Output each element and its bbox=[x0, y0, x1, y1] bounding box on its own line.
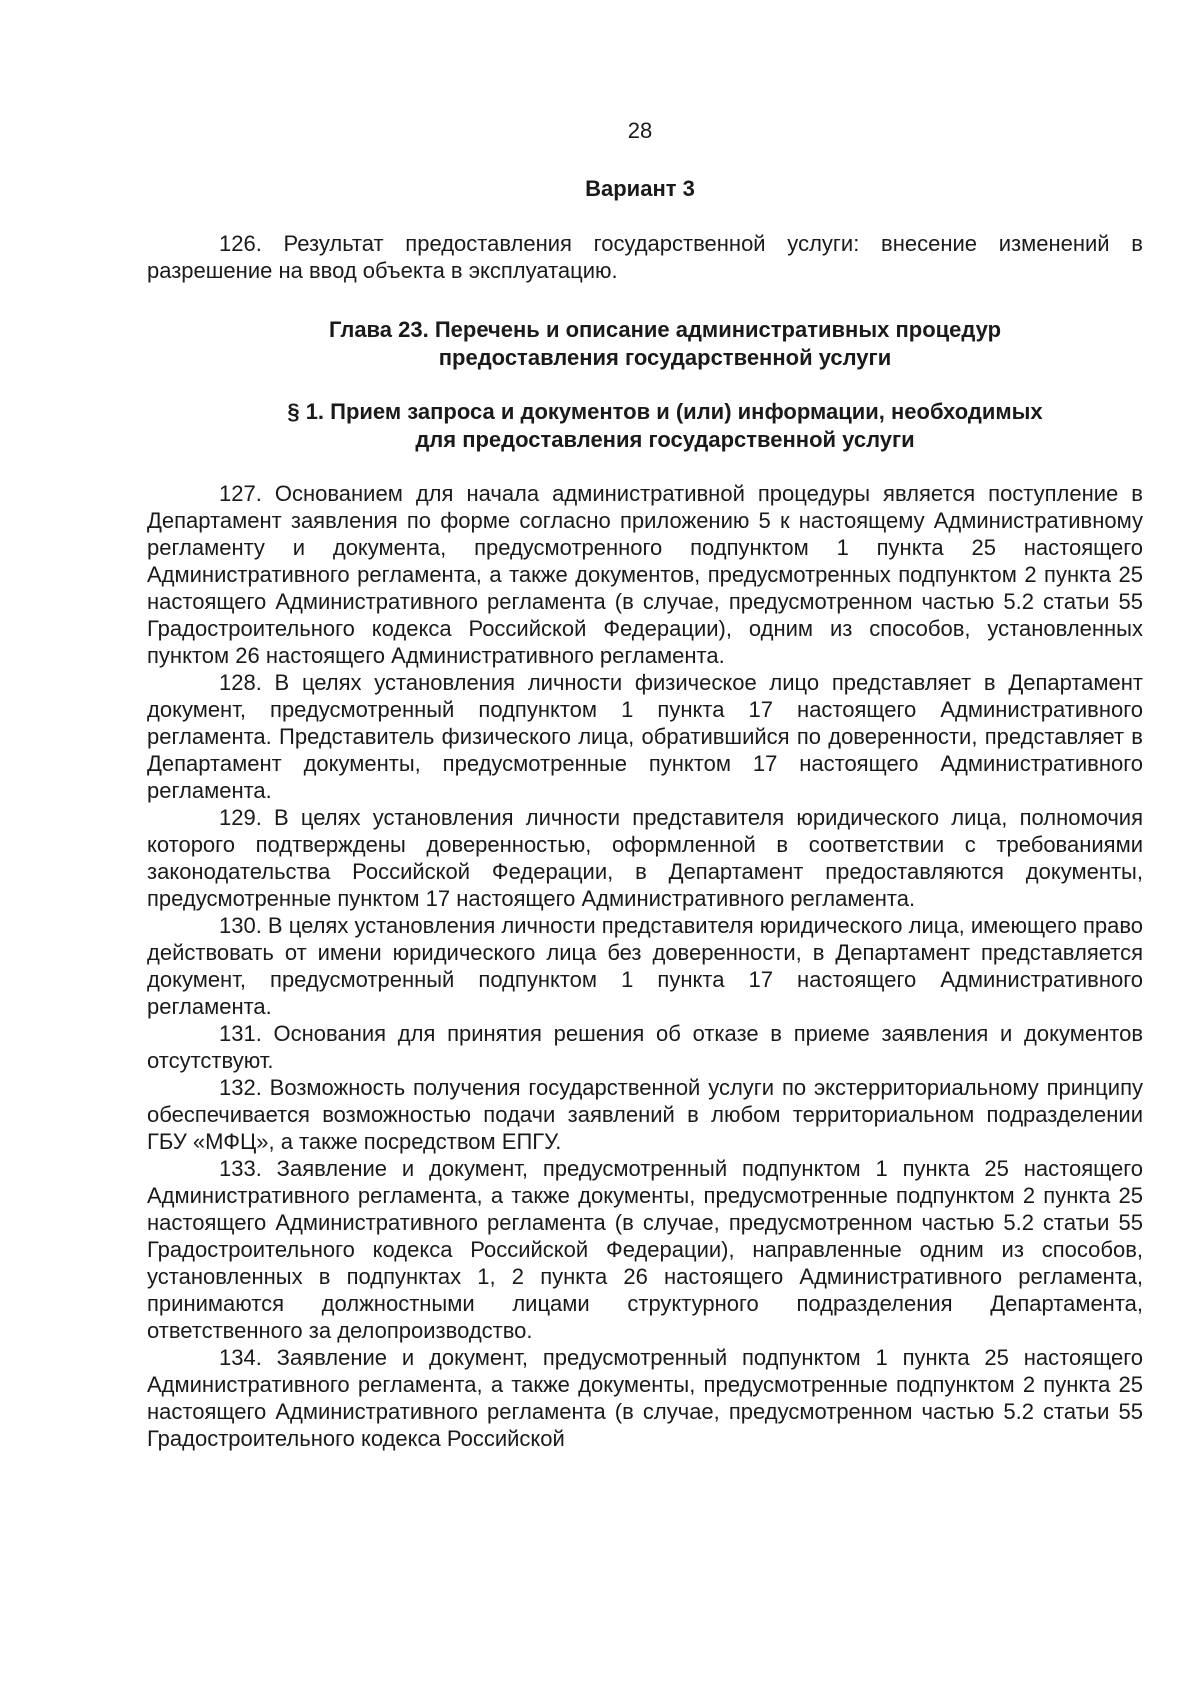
chapter-heading bbox=[147, 316, 1143, 372]
paragraph-130: 130. В целях установления личности представителя юридического лица, имеющего право действовать от имени юридического лица без доверенности, в Департамент представляется документ, предусмотренный подпунктом 1 пункта 17 настоящего Административного регламента. bbox=[147, 913, 1143, 1019]
chapter-heading-line1: Глава 23. Перечень и описание административных процедур bbox=[328, 317, 1002, 342]
paragraph-126: 126. Результат предоставления государственной услуги: внесение изменений в разрешение на ввод объекта в эксплуатацию. bbox=[147, 231, 1143, 283]
variant-title: Вариант 3 bbox=[585, 176, 695, 201]
paragraph-133: 133. Заявление и документ, предусмотренный подпунктом 1 пункта 25 настоящего Административного регламента, а также документы, предусмотренные подпунктом 2 пункта 25 настоящего Административного регламента (в случае, предусмотренном частью 5.2 статьи 55 Градостроительного кодекса Российской Федерации), направленные одним из способов, установленных в подпунктах 1, 2 пункта 26 настоящего Административного регламента, принимаются должностными лицами структурного подразделения Департамента, ответственного за делопроизводство. bbox=[147, 1156, 1143, 1343]
paragraph-131: 131. Основания для принятия решения об отказе в приеме заявления и документов отсутствуют. bbox=[147, 1021, 1143, 1073]
paragraph-127: 127. Основанием для начала административной процедуры является поступление в Департамент заявления по форме согласно приложению 5 к настоящему Административному регламенту и документа, предусмотренного подпунктом 1 пункта 25 настоящего Административного регламента, а также документов, предусмотренных подпунктом 2 пункта 25 настоящего Административного регламента (в случае, предусмотренном частью 5.2 статьи 55 Градостроительного кодекса Российской Федерации), одним из способов, установленных пунктом 26 настоящего Административного регламента. bbox=[147, 481, 1143, 668]
paragraph-129: 129. В целях установления личности представителя юридического лица, полномочия которого подтверждены доверенностью, оформленной в соответствии с требованиями законодательства Российской Федерации, в Департамент предоставляются документы, предусмотренные пунктом 17 настоящего Административного регламента. bbox=[147, 805, 1143, 911]
chapter-heading-line2: предоставления государственной услуги bbox=[438, 345, 892, 370]
document-body bbox=[147, 230, 1143, 1452]
paragraph-132: 132. Возможность получения государственной услуги по экстерриториальному принципу обеспечивается возможностью подачи заявлений в любом территориальном подразделении ГБУ «МФЦ», а также посредством ЕПГУ. bbox=[147, 1075, 1143, 1154]
page-number: 28 bbox=[627, 118, 653, 143]
paragraph-128: 128. В целях установления личности физическое лицо представляет в Департамент документ, предусмотренный подпунктом 1 пункта 17 настоящего Административного регламента. Представитель физического лица, обратившийся по доверенности, представляет в Департамент документы, предусмотренные пунктом 17 настоящего Административного регламента. bbox=[147, 670, 1143, 803]
section-heading-line2: для предоставления государственной услуги bbox=[415, 427, 915, 452]
section-heading bbox=[147, 398, 1143, 454]
section-heading-line1: § 1. Прием запроса и документов и (или) информации, необходимых bbox=[287, 399, 1043, 424]
paragraph-134: 134. Заявление и документ, предусмотренный подпунктом 1 пункта 25 настоящего Административного регламента, а также документы, предусмотренные подпунктом 2 пункта 25 настоящего Административного регламента (в случае, предусмотренном частью 5.2 статьи 55 Градостроительного кодекса Российской bbox=[147, 1345, 1143, 1451]
